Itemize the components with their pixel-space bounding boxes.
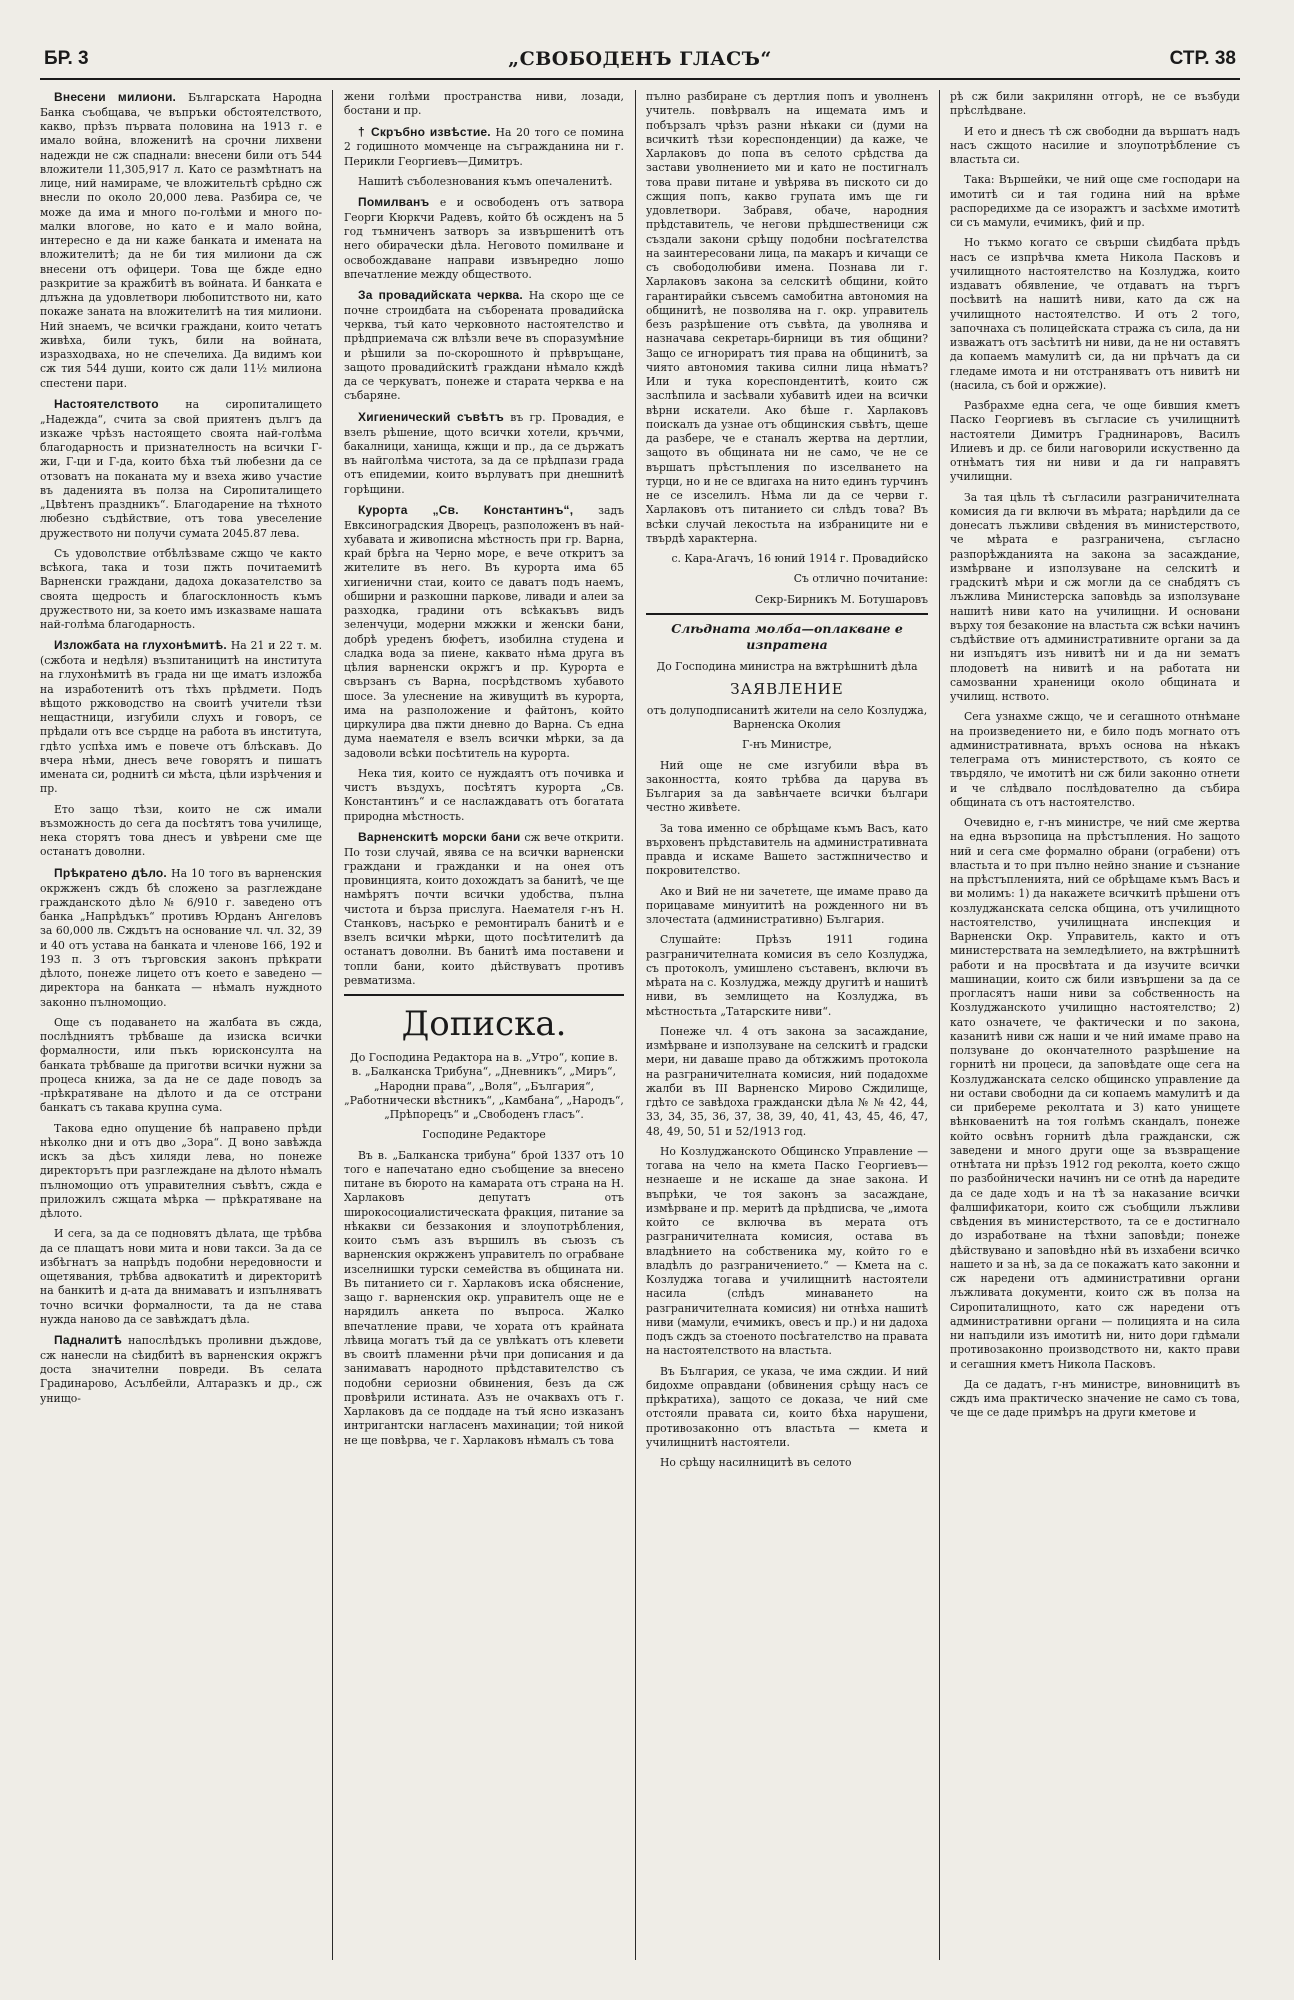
- signature-regards: Съ отлично почитание:: [793, 572, 928, 586]
- petition-paragraph: За това именно се обрѣщаме къмъ Васъ, като върховенъ прѣдставитель на административната правда и искаме Вашето застжпничество и покровителство.: [646, 821, 928, 878]
- article-text: е и освободенъ отъ затвора Георги Кюркчи Радевъ, който бѣ осжденъ на 5 год тъмниченъ затворъ за извършенитѣ отъ него обирачески дѣла. Неговото помилване и освобождаване направи извънредно лошо впечатление между обществото.: [344, 196, 624, 281]
- petition-paragraph: Въ България, се указа, че има сждии. И ний бидохме оправдани (обвинения срѣщу насъ се прѣкратиха), защото се доказа, че ний сме отстояли правата си, които бѣха нарушени, противозаконно отъ властьта — кмета и училищнитѣ настоятели.: [646, 1364, 928, 1449]
- article-deposited-millions: [40, 90, 322, 391]
- petition-paragraph: Но срѣщу насилницитѣ въ селото: [660, 1456, 852, 1470]
- page-header: [40, 40, 1240, 80]
- petition-paragraph: Да се дадатъ, г-нъ министре, виновницитѣ въ сждъ има практическо значение не само съ това, че ще се даде примѣръ на други кметове и: [950, 1377, 1240, 1420]
- petition-from: отъ долуподписанитѣ жители на село Козлуджа, Варненска Околия: [646, 703, 928, 732]
- petition-heading: Слѣдната молба—оплакване е изпратена: [646, 613, 928, 654]
- petition-paragraph: Очевидно е, г-нъ министре, че ний сме жертва на една вързопица на прѣстъпления. Но защото ний и сега сме формално обрани (ограбени) отъ властьта и то при пълно нейно знание и съзнание на прѣстъпленията, ний се обрѣщаме къмъ Васъ и ви молимъ: 1) да накажете всичкитѣ прѣшени отъ козлуджанската селска община, отъ училищното настоятелство, училищната инспекция и Варненски Окр. Управитель, както и отъ министерстватa на земледѣлието, на вжтрѣшнитѣ работи и на просвѣтата и да изучите всички машинации, които сж били извършени за да се прогласятъ наши ниви за собственность на Козлуджанското училищно настоятелство; 2) като означете, че фактически и по закона, казанитѣ ниви сж наши и че ний имаме право на ползуване до окончателното разрѣшение на горнитѣ ни процеси, да заповѣдате още сега на Козлуджанската селско общинско управление да ни остави свободни да си копаемъ мамулитѣ и да си прибереме реколтата и 3) като унищете вѣнковаенитѣ на тоя голѣмъ скандалъ, понеже който освѣнъ горнитѣ дѣла граждански, сж заведени и много други още за възвращение отнѣтата ни прѣзъ 1912 год реколта, което сжщо по разбойнически начинъ ни се отнѣ да наредите да се даде ходъ и на тѣ за наказание всички фалшификатори, които сж съобщили лъжливи свѣдения въ министерството, та се е достигнало до изработване на тѣхни заповѣди; понеже дѣйствувано и заповѣдно нѣй въ изхабени всичко нашето и за нѣ, за да се покажатъ като законни и сж наредени отъ административни органи лъжливата документи, които сж въ полза на Сиропиталищното, като сж наредени отъ административни органи — полицията и на сила ни напъдили изъ имотитѣ ни, нито дори гдѣмали противозаконно производството ни, както прави и сегашния кметъ Никола Пасковъ.: [950, 816, 1240, 1371]
- petition-paragraph: Слушайте: Прѣзъ 1911 година разграничителната комисия въ село Козлуджа, съ протоколъ, умишлено съставенъ, включи въ мѣрата на с. Козлуджа, между другитѣ и нашитѣ ниви, въ землището на Козлуджа, въ мѣстностьта „Татарските ниви“.: [646, 933, 928, 1018]
- dopiska-text: Въ в. „Балканска трибуна“ брой 1337 отъ 10 того е напечатано едно съобщение за внесено питане въ бюрото на камарата отъ страна на Н. Харлаковъ депутатъ отъ широкосоциалистическата фракция, питание за нѣкакви си беззакония и злоупотрѣбления, които съмъ азъ вършилъ въ съюзъ съ варненския окржженъ управителъ по ограбване изселнишки турски семейства въ общината ни. Въ питанието си г. Харлаковъ иска обяснение, защо г. варненския окр. управителъ още не е нарядилъ анкета по въпроса. Жалко впечатление прави, че хората отъ крайната лѣвица могатъ тъй да се увлѣкатъ отъ клевети въ своитѣ пламенни рѣчи при дописания и да занимаватъ народното прѣдставителство съ подобни сериозни обвинения, безъ да сж провѣрили истината. Азъ не очаквахъ отъ г. Харлаковъ да се поддаде на тъй ясно изказанъ интригантски нагласенъ махинации; той никой не ще повѣрва, че г. Харлаковъ нѣмалъ съ това: [344, 1148, 624, 1447]
- petition-paragraph: рѣ сж били закрилянн отгорѣ, не се възбуди прѣслѣдване.: [950, 90, 1240, 118]
- article-heading: За провадийската черква.: [358, 288, 523, 303]
- petition-paragraph: Разбрахме една сега, че още бившия кметъ Паско Георгиевъ въ съгласие съ училищнитѣ настоятели Димитръ Граднинаровъ, Василъ Илиевъ и др. се били наговорили искуственно да отнѣматъ тия ни ниви и да ги направятъ училищни.: [950, 399, 1240, 484]
- article-resort: [344, 503, 624, 761]
- article-heading: Прѣкратено дѣло.: [54, 865, 167, 880]
- article-rains: [40, 1333, 322, 1406]
- petition-paragraph: Но тъкмо когато се свърши сѣидбата прѣдъ насъ се изпрѣчва кмета Никола Пасковъ и училищното настоятелство на Козлуджа, които издаватъ обявление, че отдаватъ на търгъ посѣвитѣ на нашитѣ ниви, като да сж на училищното настоятелство. И отъ 2 того, започнаха съ полицейската стража съ сила, да ни изважатъ отъ засѣтитѣ ни ниви, да не ни оставятъ да копаемъ мамулитѣ си, да ни прѣчатъ да си гледаме имота и ни отстраняватъ отъ нивитѣ ни (насила, съ бой и оржжие).: [950, 236, 1240, 392]
- column-divider: [635, 90, 636, 1960]
- petition-paragraph: Ако и Вий не ни зачетете, ще имаме право да порицаваме минуититѣ на рожденного ни въ злочестата (административно) България.: [646, 884, 928, 927]
- article-deaf-exhibition: [40, 638, 322, 796]
- petition-paragraph: Понеже чл. 4 отъ закона за засаждание, измѣрване и използуване на селскитѣ и градски мери, ни даваше право да обтжжимъ протокола на разграничителната комисия, ний подадохме жалби въ III Варненско Мирово Сждилище, гдѣто се завѣдоха граждански дѣла № № 42, 44, 33, 34, 35, 36, 37, 38, 39, 40, 41, 43, 45, 46, 47, 48, 49, 50, 51 и 52/1913 год.: [646, 1024, 928, 1138]
- column-4: [950, 90, 1240, 1960]
- article-heading: † Скръбно извѣстие.: [358, 124, 491, 139]
- column-2: [344, 90, 624, 1960]
- article-text: Такова едно опущение бѣ направено прѣди нѣколко дни и отъ дво „Зора“. Д воно завѣжда искъ за дѣсъ хиляди лева, но понеже директорътъ при разглеждане на дѣлото нѣмалъ пълномощио отъ управителния съвѣтъ, сжда е приложилъ сжщата мѣрка — прѣкратяване на дѣлото.: [40, 1121, 322, 1221]
- article-text: жени голѣми пространства ниви, лозади, бостани и пр.: [344, 90, 624, 118]
- article-text: На 20 того се помина 2 годишното момченце на съгражданина ни г. Перикли Георгиевъ—Димитръ.: [344, 125, 624, 168]
- article-provadia-church: [344, 288, 624, 404]
- petition-paragraph: Сега узнахме сжщо, че и сегашното отнѣмане на произведението ни, е било подъ могнато отъ административната, връхъ основа на нѣкакъ телеграма отъ министерството, съ която се твърдяло, че имотитѣ ни сж били законно отнети и че слѣдвало послѣдователно да събира общината съ отъ настоятелство.: [950, 710, 1240, 809]
- article-orphanage-board: [40, 397, 322, 541]
- article-sea-baths: [344, 830, 624, 988]
- article-text: напослѣдъкъ проливни дъждове, сж нанесли на сѣидбитѣ въ варненския окржгъ доста значителни повреди. Въ селата Градинарово, Асълбейли, Алтаразкъ и др., сж унищо-: [40, 1334, 322, 1405]
- article-heading: Внесени милиони.: [54, 90, 177, 104]
- article-heading: Настоятелството: [54, 396, 159, 411]
- article-text: Ето защо тѣзи, които не сж имали възможность до сега да посѣтятъ това училище, нека сторятъ това днесъ и увѣрени сме ще останатъ доволни.: [40, 802, 322, 859]
- article-text: Българската Народна Банка съобщава, че въпръки обстоятелството, какво, прѣзъ първата половина на 1913 г. е имало война, вложенитѣ на срочни лихвени надежди не сж спаднали: внесени били отъ 544 вложители 11,305,917 л. Като се размѣтнатъ на лице, ний намираме, че вложительтѣ срѣдно сж внесли по около 20,000 лева. Разбира се, че може да има и много по-голѣми и много по-малки влогове, но като е и мало война, интересно е да ни каже банката и имената на вложителитѣ; да не би тия милиони да сж внесени отъ офицери. Това ще бжде едно разкритие за кражбитѣ въ войната. И банката е длъжна да удовлетвори любопитството ни, като покаже заната на вложителитѣ на тия милиони. Ний знаемъ, че всички граждани, които четатъ живѣха, били тукъ, били на войната, изразходваха, но не спечелиха. Да видимъ кои сж тия 544 души, които сж дали 11½ милиона спестени пари.: [40, 91, 322, 390]
- article-heading: Помилванъ: [358, 195, 430, 210]
- article-pardoned: [344, 195, 624, 282]
- petition-paragraph: Ний още не сме изгубили вѣра въ законността, която трѣбва да царува въ България за да завѣнчаете всички българи честно живѣете.: [646, 758, 928, 815]
- newspaper-page: [40, 40, 1240, 1970]
- petition-paragraph: И ето и днесъ тѣ сж свободни да вършатъ надъ насъ сжщото насилие и злоупотрѣбление съ властьта си.: [950, 124, 1240, 166]
- article-text: На скоро ще се почне строидбата на съборената провадийска черква, тъй като черковното настоятелство и прѣдприемача сж влѣзли вече въ споразумѣние и рѣшили за по-скорошното ѝ прѣвръщане, защото провадийскитѣ граждани нѣмало кждѣ да се черкуватъ, понеже и старата черква е на събаряне.: [344, 289, 624, 403]
- column-divider: [332, 90, 333, 1960]
- article-text: Нека тия, които се нуждаятъ отъ почивка и чистъ въздухъ, посѣтятъ курорта „Св. Константинъ“ и се наслаждаватъ отъ богатата природна мѣстность.: [344, 766, 624, 823]
- article-heading: Падналитѣ: [54, 1333, 122, 1348]
- column-3: [646, 90, 928, 1960]
- article-text: Съ удоволствие отбѣлѣзваме сжщо че както всѣкога, така и този пжть почитаемитѣ Варненски граждани, дадоха доказателство за своята щедрость и благосклонность къмъ дружеството ни, за което имъ изказваме нашата най-голѣма благодарность.: [40, 546, 322, 632]
- dopiska-text-continued: пълно разбиране съ дертлия попъ и уволненъ учитель. повѣрвалъ на ищемата имъ и побързалъ чрѣзъ разни нѣкаки си (думи на всичкитѣ тѣзи кореспонденции) да каже, че Харлаковъ до попа въ селото срѣдства да застави уволнението ми и като не постигналъ това прави питане и увѣрява въ пиското си до сжщия попъ, какво групата имъ ще ги удовлетвори. Забравя, обаче, народния прѣдставитель, че негови прѣдшественици сж създали закони срѣщу подобни посѣгателства на заинтересовани лица, па макаръ и кичащи се съ свободолюбиви имена. Познава ли г. Харлаковъ закона за селскитѣ общини, който гарантирайки съвсемъ самобитна автономия на общинитѣ, не позволява на г. окр. управитель безъ разрѣшение отъ съвѣта, да уволнява и назначава секретарь-бирници въ тия общини? Защо се игнориратъ тия права на общинитѣ, за чиято автономия такива силни лица нѣматъ? Или и тука кореспондентитѣ, които сж заслѣпила и засѣвали хубавитѣ идеи на всички вѣрни искатели. Ако бѣше г. Харлаковъ поискалъ да узнае отъ общинския съвѣтъ, щеше да разбере, че е станалъ жертва на дертлии, защото въ общината ни не само, че не се вършатъ прѣстъпления по изселването на турци, но и не се вдигаха на нито единъ турчинъ не се изселилъ. Нѣма ли да се черви г. Харлаковъ отъ питанието си слѣдъ това? Въ всѣки случай лекостьта на избраниците ни е твърдѣ характерна.: [646, 90, 928, 545]
- page-number: СТР. 38: [1169, 48, 1236, 69]
- signature-place: с. Кара-Агачъ, 16 юний 1914 г. Провадийско: [671, 552, 928, 565]
- signature-name: Секр-Бирникъ М. Ботушаровъ: [755, 592, 928, 606]
- article-text: на сиропиталището „Надежда“, счита за свой приятенъ дългъ да изкаже чрѣзъ настоящето своята най-голѣма благодарность и признателность на всички Г-жи, Г-ци и Г-да, които бѣха тъй любезни да се отзоватъ на поканата му и взеха живо участие въ даденията въ полза на Сиропиталището „Цвѣтенъ праздникъ“. Благодарение на тѣхното любезно съдѣйствие, отъ това увеселение дружеството ни получи сумата 2045.87 лева.: [40, 397, 322, 540]
- article-heading: Изложбата на глухонѣмитѣ.: [54, 638, 227, 653]
- newspaper-title: „СВОБОДЕНЪ ГЛАСЪ“: [508, 48, 772, 70]
- petition-paragraph: Така: Вършейки, че ний още сме господари на имотитѣ си и тая година ний на врѣме распоредихме да се изоражтъ и засѣхме имотитѣ си съ мамули, ечимикъ, фий и пр.: [950, 173, 1240, 229]
- article-heading: Хигиенический съвѣтъ: [358, 409, 504, 424]
- article-text: Още съ подаването на жалбата въ сжда, послѣдниятъ трѣбваше да изиска всички формалности, или пъкъ юрисконсулта на банката трѣбваше да приготви всички нужни за процеса книжа, за да не се даде поводъ за -прѣкратяване на дѣлото и да се отстрани банкатъ съ такава крупна сума.: [40, 1015, 322, 1115]
- issue-number: БР. 3: [44, 48, 89, 69]
- article-terminated-case: [40, 866, 322, 1010]
- article-hygiene-council: [344, 410, 624, 497]
- article-text: въ гр. Провадия, е взелъ рѣшение, щото всички хотели, кръчми, бакалници, ханища, кжщи и пр., да се държатъ въ найголѣма чистота, за да се прѣдпази града отъ епидемии, които върлуватъ при днешнитѣ горѣщини.: [344, 410, 624, 496]
- article-text: Нашитѣ съболезнования къмъ опечаленитѣ.: [358, 174, 613, 188]
- petition-paragraph: За тая цѣль тѣ съгласили разграничителната комисия да ги включи въ мѣрата; нарѣдили да се донесатъ лъжливи свѣдения въ министерството, че мѣрата е разграничена, съгласно разпорѣжданията на закона за засаждание, измѣрване и използуване на селскитѣ и градскитѣ мѣри и сж могли да се снабдятъ съ лъжлива Министерска заповѣдь за използуване нашитѣ ниви като на училищни. И основани върху тоя безаконие на властьта сж всѣки начинъ съдѣйствие отъ административните органи за да ни изпъдятъ изъ нивитѣ ни и да ни зематъ плодоветѣ на нивитѣ и на работата ни самозванни храненици около общината и училищ. нството.: [950, 490, 1240, 703]
- column-1: [40, 90, 322, 1960]
- column-divider: [939, 90, 940, 1960]
- article-text: сж вече открити. По този случай, явява се на всички варненски граждани и гражданки и на онея отъ провинцията, които дохождатъ за банитѣ, че ще намѣрятъ почти всички удобства, пълна чистота и бърза прислуга. Наемателя г-нъ Н. Станковъ, насърко е ремонтиралъ банитѣ и е взелъ всички мѣрки, щото посѣтителитѣ да останатъ доволни. Въ банитѣ има поставени и топли бани, които дѣйствуватъ противъ ревматизма.: [344, 830, 624, 987]
- article-text: И сега, за да се подновятъ дѣлата, ще трѣбва да се плащатъ нови мита и нови такси. За да се избѣгнатъ за напрѣдъ подобни нередовности и ощетявания, трѣбва адвокатитѣ и директоритѣ на банкитѣ и д-ата да внимаватъ и изпълняватъ точно всички формалности, та да не става нужда наново да се завѣждатъ дѣла.: [40, 1227, 322, 1326]
- article-text: На 21 и 22 т. м. (сжбота и недѣля) възпитаницитѣ на института на глухонѣмитѣ въ града ни ще иматъ изложба на изработенитѣ отъ тѣхъ прѣдмети. Подъ вѣщото ржководство на своитѣ учители тѣзи нещастници, изгубили слухъ и говоръ, се прѣдали отъ все сърдце на работа въ института, гдѣто успѣха имъ е повече отъ блѣскавъ. До вчера нѣми, днесъ вече говорятъ и пишатъ имената си, роднитѣ си мѣста, цѣли изрѣчения и пр.: [40, 639, 322, 796]
- article-text: задъ Евксиноградския Дворецъ, разположенъ въ най-хубавата и живописна мѣстность при гр. Варна, край брѣга на Черно море, е вече откритъ за жителите въ него. Въ курорта има 65 хигиенични стаи, които се даватъ подъ наемъ, обширни и разкошни паркове, ливади и алеи за разходка, градини отъ всѣкакъвъ видъ зеленчуци, модерни мжжки и женски бани, добрѣ уреденъ бюфетъ, изобилна студена и сладка вода за пиене, каквато нѣма друга въ цѣлия варненски окржгъ и пр. Курорта е свързанъ съ Варна, посрѣдствомъ хубавото шосе. За улеснение на живущитѣ въ курорта, има на разположение и файтонъ, който циркулира два пжти дневно до Варна. Съ една дума наемателя е взелъ всички мѣрки, за да задоволи всѣки посѣтитель на курорта.: [344, 503, 624, 760]
- petition-paragraph: Но Козлуджанското Общинско Управление — тогава на чело на кмета Паско Георгиевъ—незнаеше и не искаше да знае закона. И въпрѣки, че тоя законъ за засаждане, измѣрване и пр. меритѣ да прѣдписва, че „имота който се включва въ мерата отъ разграничителната комисия, остава въ владѣнието на собственика му, който го е владѣлъ до разграничението.“ — Кмета на с. Козлуджа тогава и училищнитѣ настоятели насила (слѣдъ минаването на разграничителната комисия) ни отнѣха нашитѣ ниви (мамули, ечимикъ, овесъ и пр.) и ни дадоха подъ сждъ за стоеното посѣгателство на правата на настоятелството на властьта.: [646, 1144, 928, 1358]
- article-sad-news: [344, 125, 624, 169]
- dopiska-addressee: До Господина Редактора на в. „Утро“, копие в. в. „Балканска Трибуна“, „Дневникъ“, „Миръ“, „Народни права“, „Воля“, „България“, „Работнически вѣстникъ“, „Камбана“, „Народъ“, „Прѣпорецъ“ и „Свободенъ гласъ“.: [344, 1051, 624, 1122]
- dopiska-salutation: Господине Редакторе: [422, 1128, 546, 1142]
- article-heading: Курорта „Св. Константинъ“,: [358, 502, 574, 517]
- article-heading: Варненскитѣ морски бани: [358, 829, 521, 844]
- petition-salutation: Г-нъ Министре,: [742, 738, 832, 752]
- petition-title: ЗАЯВЛЕНИЕ: [730, 680, 844, 698]
- article-text: На 10 того въ варненския окржженъ сждъ бѣ сложено за разглеждане гражданското дѣло № 6/910 г. заведено отъ банка „Напрѣдъкъ“ противъ Юрданъ Ангеловъ за 60,000 лв. Сждътъ на основание чл. чл. 32, 39 и 40 отъ устава на банката и членове 166, 192 и 193 п. 3 отъ търговския законъ прѣкрати дѣлото, понеже лицето отъ което е заведено — директора на банката — нѣмалъ нуждното законно пълномощио.: [40, 866, 322, 1009]
- dopiska-title: Дописка.: [344, 994, 624, 1047]
- petition-addressee: До Господина министра на вжтрѣшнитѣ дѣла: [656, 659, 918, 673]
